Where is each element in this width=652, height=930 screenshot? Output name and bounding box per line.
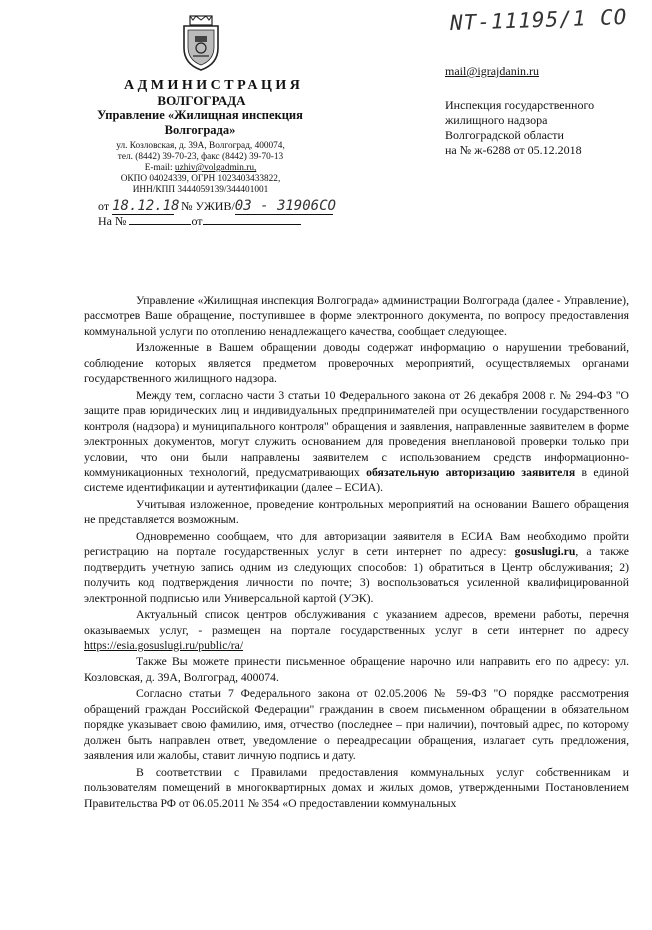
paragraph-5 <box>84 529 629 606</box>
na-label: На № <box>98 214 127 228</box>
paragraph-9: В соответствии с Правилами предоставления коммунальных услуг собственникам и пользователям помещений в многоквартирных домах и жилых домов, утвержденными Постановлением Правительства РФ от 06.05.2011 № 354 «О предоставлении коммунальных <box>84 765 629 810</box>
recipient-line-4: на № ж-6288 от 05.12.2018 <box>445 143 582 157</box>
mandatory-authorization-phrase: обязательную авторизацию заявителя <box>366 465 576 479</box>
department-line-2: Волгограда» <box>164 123 236 137</box>
paragraph-6 <box>84 607 629 653</box>
ot2-blank <box>203 213 301 225</box>
ot2-label: от <box>191 214 203 228</box>
paragraph-2: Изложенные в Вашем обращении доводы содержат информацию о нарушении требований, соблюдение которых является предметом проверочных мероприятий, осуществляемых органами государственного жилищного надзора. <box>84 341 629 386</box>
admin-title: АДМИНИСТРАЦИЯ <box>124 78 304 93</box>
reply-to-line <box>98 213 301 229</box>
recipient-block <box>445 64 645 79</box>
paragraph-5-text-a: Одновременно сообщаем, что для авторизации заявителя в ЕСИА Вам необходимо пройти регистрацию на портале государственных услуг в сети интернет по адресу: <box>84 529 629 559</box>
paragraph-3-text-a: Между тем, согласно части 3 статьи 10 Федерального закона от 26 декабря 2008 г. № 294-ФЗ "О защите прав юридических лиц и индивидуальных предпринимателей при осуществлении государственного контроля (надзора) и муниципального контроля" обращения и заявления, направленные заявителем в форме электронных документов, могут служить основанием для проведения внеплановой проверки только при условии, что они были направлены заявителем с использованием средств информационно-коммуникационных технологий, предусматривающих <box>84 388 629 479</box>
address-line: ул. Козловская, д. 39А, Волгоград, 400074, <box>116 141 285 151</box>
requisites-block <box>98 141 303 196</box>
letter-body <box>84 293 629 812</box>
outgoing-number: 03 - 31906СО <box>234 198 336 214</box>
recipient-line-3: Волгоградской области <box>445 128 564 142</box>
gosuslugi-site: gosuslugi.ru <box>514 545 576 559</box>
recipient-line-1: Инспекция государственного <box>445 98 595 112</box>
esia-link[interactable]: https://esia.gosuslugi.ru/public/ra/ <box>84 638 244 652</box>
ot-label: от <box>98 199 110 213</box>
city-title: ВОЛГОГРАДА <box>157 93 246 108</box>
okpo-line: ОКПО 04024339, ОГРН 1023403433822, <box>120 174 281 184</box>
handwritten-registration-mark: NT-11195/1 СО <box>449 4 628 36</box>
email-line <box>98 163 303 174</box>
phone-line: тел. (8442) 39-70-23, факс (8442) 39-70-13 <box>117 152 284 162</box>
paragraph-5-text-c: , а также подтвердить учетную запись одним из следующих способов: 1) обратиться в Центр обслуживания; 2) получить код подтверждения личности по почте; 3) воспользоваться усиленной квалифицированной электронной подписью или Универсальной картой (УЭК). <box>84 545 629 605</box>
paragraph-3-text-c: в единой системе идентификации и аутентификации (далее – ЕСИА). <box>84 465 630 495</box>
department-line-1: Управление «Жилищная инспекция <box>97 108 303 122</box>
recipient-email-link[interactable]: mail@igrajdanin.ru <box>445 64 540 78</box>
paragraph-4: Учитывая изложенное, проведение контрольных мероприятий на основании Вашего обращения не представляется возможным. <box>84 497 629 527</box>
outgoing-date: 18.12.18 <box>112 198 180 214</box>
number-label: № УЖИВ/ <box>181 199 235 213</box>
paragraph-3 <box>84 388 629 496</box>
volgograd-coat-of-arms-icon <box>176 14 226 72</box>
paragraph-1: Управление «Жилищная инспекция Волгограда» администрации Волгограда (далее - Управление), рассмотрев Ваше обращение, поступившее в форме электронного документа, по вопросу предоставления коммунальной услуги по отоплению ненадлежащего качества, сообщает следующее. <box>84 294 629 338</box>
inn-line: ИНН/КПП 3444059139/344401001 <box>132 185 269 195</box>
paragraph-8: Согласно статьи 7 Федерального закона от 02.05.2006 № 59-ФЗ "О порядке рассмотрения обращений граждан Российской Федерации" гражданин в своем письменном обращении в обязательном порядке указывает свою фамилию, имя, отчество (последнее – при наличии), почтовый адрес, по которому должен быть направлен ответ, уведомление о переадресации обращения, излагает суть предложения, заявления или жалобы, ставит личную подпись и дату. <box>84 687 629 763</box>
paragraph-6-text-a: Актуальный список центров обслуживания с указанием адресов, времени работы, перечня оказываемых услуг, - размещен на портале государственных услуг в сети интернет по адресу <box>84 608 629 637</box>
na-blank <box>129 213 191 225</box>
sender-email-link[interactable]: uzhiv@volgadmin.ru, <box>174 163 257 173</box>
recipient-address <box>445 98 645 158</box>
email-label: E-mail: <box>144 163 175 173</box>
recipient-line-2: жилищного надзора <box>445 113 548 127</box>
paragraph-7: Также Вы можете принести письменное обращение нарочно или направить его по адресу: ул. Козловская, д. 39А, Волгоград, 400074. <box>84 655 629 684</box>
